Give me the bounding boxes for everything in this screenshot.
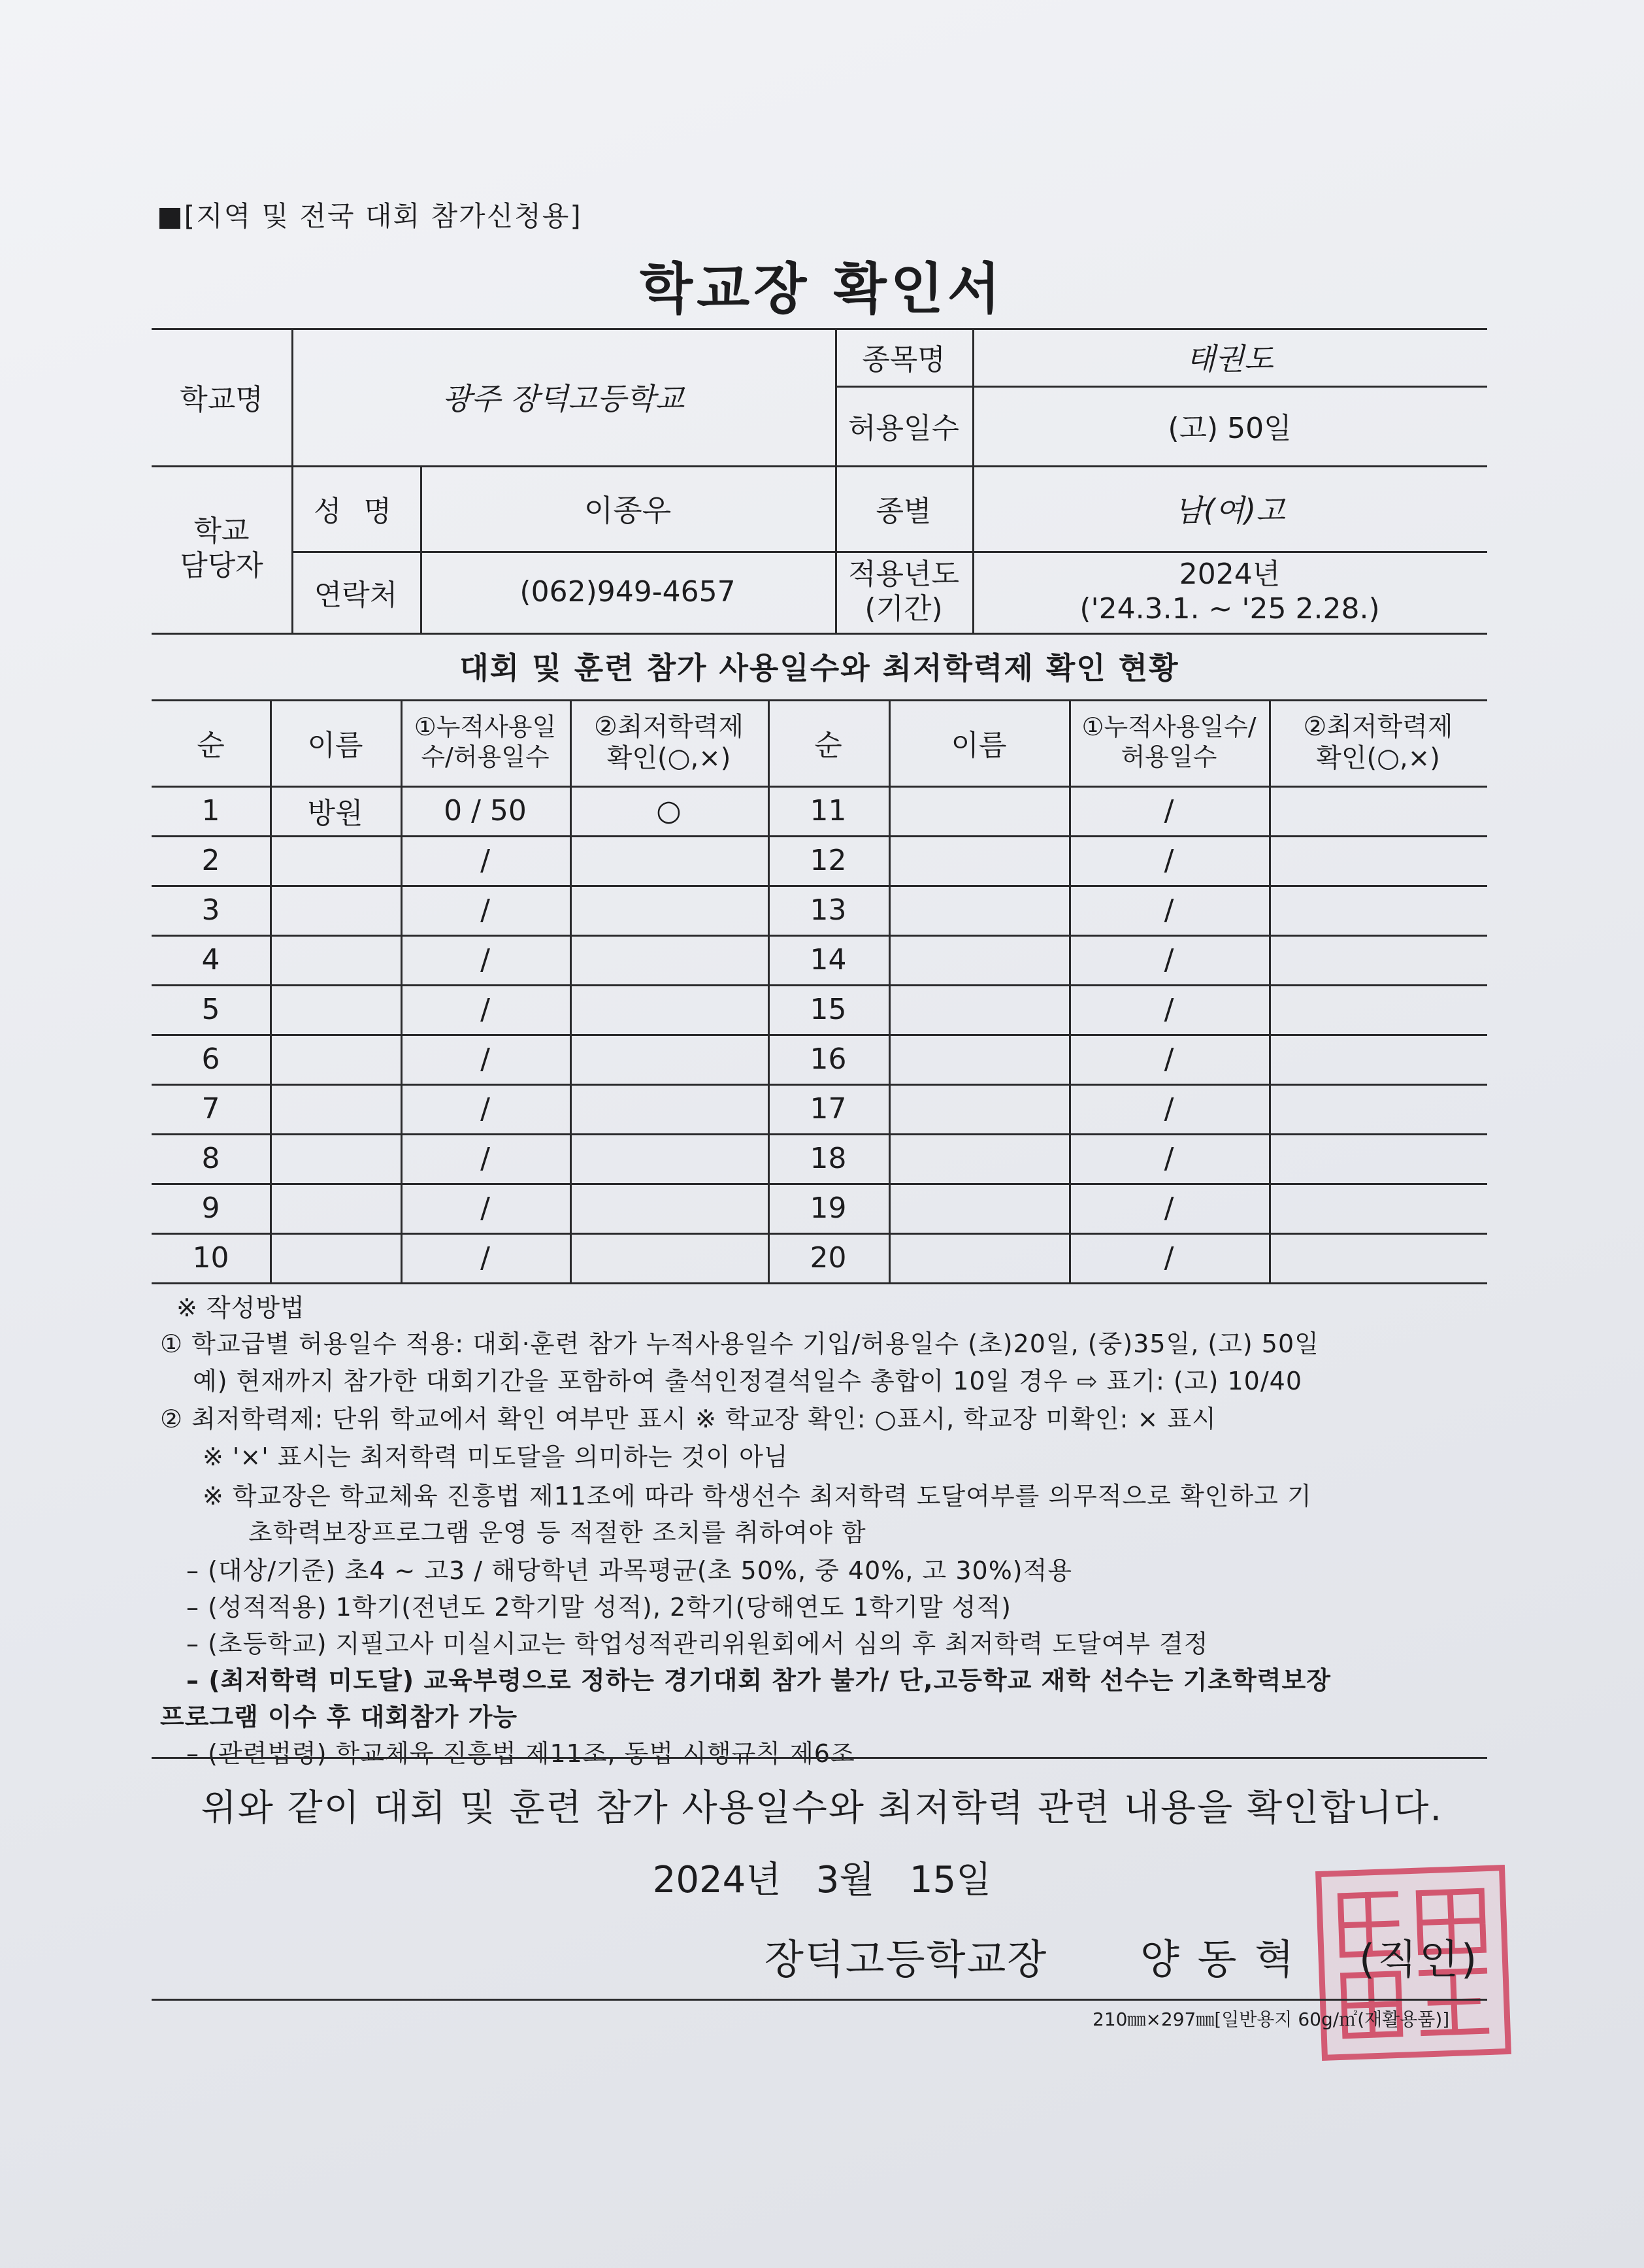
- row-days: /: [1164, 1191, 1174, 1225]
- row-name: [889, 1133, 1069, 1183]
- row-check: [570, 1084, 768, 1133]
- note-7: – (초등학교) 지필고사 미실시교는 학업성적관리위원회에서 심의 후 최저학력 도달여부 결정: [186, 1629, 1209, 1658]
- row-days: /: [480, 1241, 490, 1275]
- header-days-right: [1069, 699, 1269, 786]
- row-days: /: [1164, 793, 1174, 827]
- row-no: 17: [810, 1092, 847, 1126]
- row-no: 15: [810, 992, 847, 1026]
- row-name: [270, 885, 401, 935]
- row-check: [1269, 1084, 1487, 1133]
- header-check-right-l1: ②최저학력제: [1303, 712, 1453, 742]
- row-check: [570, 1183, 768, 1233]
- note-1a: ① 학교급별 허용일수 적용: 대회·훈련 참가 누적사용일수 기입/허용일수 (초)20일, (중)35일, (고) 50일: [160, 1329, 1319, 1358]
- header-check-left-l2: 확인(○,×): [606, 743, 731, 773]
- row-check: [570, 1034, 768, 1084]
- confirmation-text: 위와 같이 대회 및 훈련 참가 사용일수와 최저학력 관련 내용을 확인합니다.: [201, 1787, 1443, 1829]
- header-days-right-l2: 허용일수: [1121, 742, 1217, 771]
- row-name: [889, 835, 1069, 885]
- header-days-right-l1: ①누적사용일수/: [1081, 712, 1257, 742]
- note-9: – (관련법령) 학교체육 진흥법 제11조, 동법 시행규칙 제6조: [186, 1739, 855, 1768]
- row-name: [889, 984, 1069, 1034]
- header-check-right: [1269, 699, 1487, 786]
- row-check: [1269, 786, 1487, 835]
- header-days-left-l1: ①누적사용일: [414, 712, 557, 742]
- notes-divider: [152, 1757, 1487, 1759]
- footer-divider: [152, 1999, 1487, 2001]
- header-name-left: 이름: [307, 729, 363, 762]
- row-days: /: [480, 1191, 490, 1225]
- row-no: 4: [201, 942, 220, 976]
- year-value-line2: ('24.3.1. ~ '25 2.28.): [1079, 592, 1380, 625]
- note-4b: 초학력보장프로그램 운영 등 적절한 조치를 취하여야 함: [248, 1518, 866, 1547]
- event-value: 태권도: [1186, 341, 1274, 376]
- seal-label: (직인): [1359, 1935, 1480, 1983]
- row-check: [1269, 1183, 1487, 1233]
- row-no: 16: [810, 1042, 847, 1076]
- row-no: 8: [201, 1141, 220, 1175]
- row-no: 1: [201, 793, 220, 827]
- row-days: /: [1164, 1241, 1174, 1275]
- row-name: [889, 1034, 1069, 1084]
- name-value: 이종우: [584, 492, 672, 528]
- row-days: /: [480, 992, 490, 1026]
- header-no-left: 순: [197, 729, 225, 762]
- principal-name: 양 동 혁: [1140, 1935, 1297, 1983]
- staff-label-line1: 학교: [193, 514, 250, 548]
- row-days: /: [480, 893, 490, 927]
- note-1b: 예) 현재까지 참가한 대회기간을 포함하여 출석인정결석일수 총합이 10일 경우 ⇨ 표기: (고) 10/40: [193, 1367, 1303, 1395]
- row-no: 7: [201, 1092, 220, 1126]
- row-no: 6: [201, 1042, 220, 1076]
- note-8a: – (최저학력 미도달) 교육부령으로 정하는 경기대회 참가 불가/ 단,고등학교 재학 선수는 기초학력보장: [186, 1666, 1331, 1695]
- contact-label: 연락처: [314, 578, 398, 612]
- row-no: 9: [201, 1191, 220, 1225]
- year-label-line2: (기간): [864, 592, 943, 625]
- row-name: [270, 1034, 401, 1084]
- row-check: ○: [656, 793, 682, 827]
- row-name: [270, 935, 401, 984]
- row-no: 2: [201, 843, 220, 877]
- row-no: 11: [810, 793, 847, 827]
- notes-heading: ※ 작성방법: [176, 1293, 305, 1322]
- row-no: 5: [201, 992, 220, 1026]
- note-2: ② 최저학력제: 단위 학교에서 확인 여부만 표시 ※ 학교장 확인: ○표시, 학교장 미확인: × 표시: [160, 1405, 1217, 1433]
- year-value: [972, 551, 1487, 633]
- row-no: 13: [810, 893, 847, 927]
- year-label: [835, 551, 972, 633]
- row-name: [889, 1084, 1069, 1133]
- note-4a: ※ 학교장은 학교체육 진흥법 제11조에 따라 학생선수 최저학력 도달여부를 의무적으로 확인하고 기: [203, 1482, 1312, 1510]
- issue-date: 2024년 3월 15일: [652, 1859, 992, 1901]
- row-name: [270, 1183, 401, 1233]
- row-no: 19: [810, 1191, 847, 1225]
- year-label-line1: 적용년도: [847, 557, 959, 591]
- contact-value: (062)949-4657: [519, 575, 736, 609]
- row-check: [1269, 1034, 1487, 1084]
- form-type-tag: ■[지역 및 전국 대회 참가신청용]: [157, 200, 582, 232]
- row-days: /: [1164, 893, 1174, 927]
- row-name: [270, 1133, 401, 1183]
- document-title: 학교장 확인서: [639, 257, 1005, 321]
- row-days: /: [1164, 1141, 1174, 1175]
- row-days: /: [480, 843, 490, 877]
- row-days: /: [1164, 843, 1174, 877]
- allowed-days-label: 허용일수: [847, 412, 959, 445]
- row-check: [1269, 1133, 1487, 1183]
- note-8b: 프로그램 이수 후 대회참가 가능: [160, 1703, 518, 1731]
- header-check-left: [570, 699, 768, 786]
- row-name: [270, 1084, 401, 1133]
- school-name-value: 광주 장덕고등학교: [442, 381, 685, 416]
- row-days: /: [480, 1092, 490, 1126]
- note-6: – (성적적용) 1학기(전년도 2학기말 성적), 2학기(당해연도 1학기말 성적): [186, 1593, 1011, 1622]
- row-check: [1269, 935, 1487, 984]
- row-days: /: [480, 1141, 490, 1175]
- event-label: 종목명: [862, 343, 945, 376]
- row-check: [1269, 1233, 1487, 1282]
- gender-value: 남(여)고: [1174, 492, 1285, 528]
- row-days: /: [480, 1042, 490, 1076]
- row-days: /: [1164, 942, 1174, 976]
- row-check: [570, 1233, 768, 1282]
- header-check-left-l1: ②최저학력제: [593, 712, 744, 742]
- gender-label: 종별: [876, 494, 932, 528]
- row-name: [889, 1183, 1069, 1233]
- row-no: 14: [810, 942, 847, 976]
- row-no: 18: [810, 1141, 847, 1175]
- staff-label-line2: 담당자: [180, 549, 263, 582]
- paper-spec: 210㎜×297㎜[일반용지 60g/㎡(재활용품)]: [1093, 2009, 1450, 2030]
- year-value-line1: 2024년: [1179, 557, 1281, 591]
- row-days: /: [1164, 1092, 1174, 1126]
- row-days: /: [1164, 992, 1174, 1026]
- row-name: [889, 1233, 1069, 1282]
- status-section-title: 대회 및 훈련 참가 사용일수와 최저학력제 확인 현황: [459, 650, 1179, 686]
- row-days: 0 / 50: [444, 793, 527, 827]
- row-name: 방원: [307, 797, 363, 830]
- row-check: [570, 984, 768, 1034]
- row-name: [270, 1233, 401, 1282]
- row-days: /: [480, 942, 490, 976]
- row-check: [570, 885, 768, 935]
- staff-label: [152, 465, 291, 633]
- row-no: 10: [192, 1241, 229, 1275]
- row-name: [889, 885, 1069, 935]
- row-check: [1269, 835, 1487, 885]
- allowed-days-value: (고) 50일: [1168, 412, 1292, 445]
- row-check: [570, 935, 768, 984]
- row-name: [889, 935, 1069, 984]
- header-no-right: 순: [814, 729, 842, 762]
- header-check-right-l2: 확인(○,×): [1316, 743, 1440, 773]
- header-name-right: 이름: [951, 729, 1007, 762]
- row-name: [270, 984, 401, 1034]
- row-no: 3: [201, 893, 220, 927]
- header-days-left: [401, 699, 570, 786]
- row-no: 12: [810, 843, 847, 877]
- row-check: [570, 835, 768, 885]
- school-name-label: 학교명: [180, 383, 263, 416]
- row-check: [1269, 885, 1487, 935]
- header-days-left-l2: 수/허용일수: [421, 742, 550, 771]
- row-days: /: [1164, 1042, 1174, 1076]
- name-label: 성 명: [314, 494, 398, 528]
- row-name: [889, 786, 1069, 835]
- row-check: [1269, 984, 1487, 1034]
- note-3: ※ '×' 표시는 최저학력 미도달을 의미하는 것이 아님: [203, 1443, 789, 1471]
- row-name: [270, 835, 401, 885]
- principal-title: 장덕고등학교장: [764, 1935, 1048, 1983]
- note-5: – (대상/기준) 초4 ~ 고3 / 해당학년 과목평균(초 50%, 중 40%, 고 30%)적용: [186, 1556, 1073, 1585]
- row-no: 20: [810, 1241, 847, 1275]
- row-check: [570, 1133, 768, 1183]
